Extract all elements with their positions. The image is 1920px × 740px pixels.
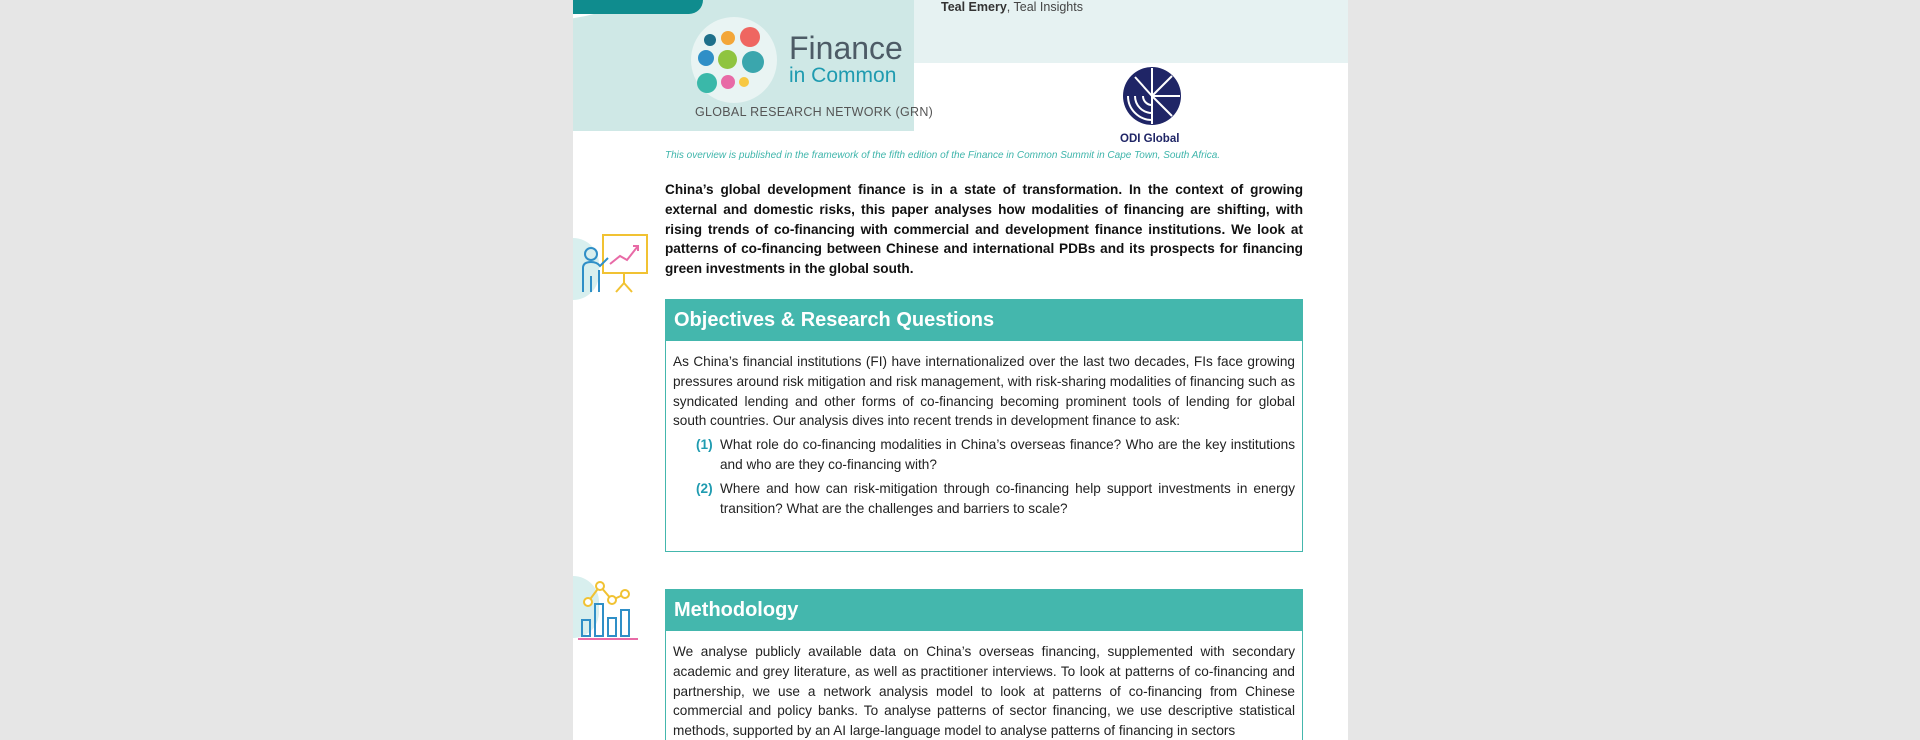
finance-in-common-logo-icon (691, 17, 777, 103)
question-text: What role do co-financing modalities in China’s overseas finance? Who are the key institutions and who are they co-financing with? (720, 437, 1295, 472)
objectives-body (666, 341, 1302, 526)
question-number: (1) (696, 437, 713, 453)
research-question-1 (673, 435, 1295, 475)
question-number: (2) (696, 480, 713, 496)
author-name: Teal Emery (941, 0, 1007, 14)
author-line (941, 0, 1083, 14)
objectives-paragraph: As China’s financial institutions (FI) have internationalized over the last two decades, FIs face growing pressures around risk mitigation and risk management, with risk-sharing modalities of financing such as syndicated lending and other forms of co-financing becoming prominent tools of lending for global south countries. Our analysis dives into recent trends in development finance to ask: (673, 354, 1295, 429)
logo-network-label: GLOBAL RESEARCH NETWORK (GRN) (695, 105, 934, 119)
methodology-body: We analyse publicly available data on China’s overseas financing, supplemented with secondary academic and grey literature, as well as practitioner interviews. To look at patterns of co-financing and partnership, we use a network analysis model to look at patterns of co-financing from Chinese commercial and policy banks. To analyse patterns of sector financing, we use descriptive statistical methods, supported by an AI large-language model to analyse patterns of financing in sectors (673, 644, 1295, 739)
teal-accent-bar (573, 0, 703, 14)
question-text: Where and how can risk-mitigation through co-financing help support investments in energy transition? What are the challenges and barriers to scale? (720, 480, 1295, 516)
objectives-heading: Objectives & Research Questions (666, 300, 1302, 341)
research-question-2 (673, 479, 1295, 519)
author-affiliation: , Teal Insights (1006, 0, 1083, 14)
partner-logo-label: ODI Global (1120, 133, 1180, 145)
logo-subtitle: in Common (789, 64, 897, 87)
logo-title: Finance (789, 30, 903, 66)
intro-paragraph: China’s global development finance is in a state of transformation. In the context of growing external and domestic risks, this paper analyses how modalities of financing are shifting, with rising trends of co-financing with commercial and development finance institutions. We look at patterns of co-financing between Chinese and international PDBs and its prospects for financing green investments in the global south. (665, 182, 1303, 277)
framework-note: This overview is published in the framework of the fifth edition of the Finance in Common Summit in Cape Town, South Africa. (665, 150, 1221, 161)
document-page (573, 0, 1348, 740)
methodology-heading: Methodology (666, 590, 1302, 631)
odi-globe-icon (1121, 65, 1183, 127)
objectives-box (665, 299, 1303, 552)
methodology-box (665, 589, 1303, 740)
